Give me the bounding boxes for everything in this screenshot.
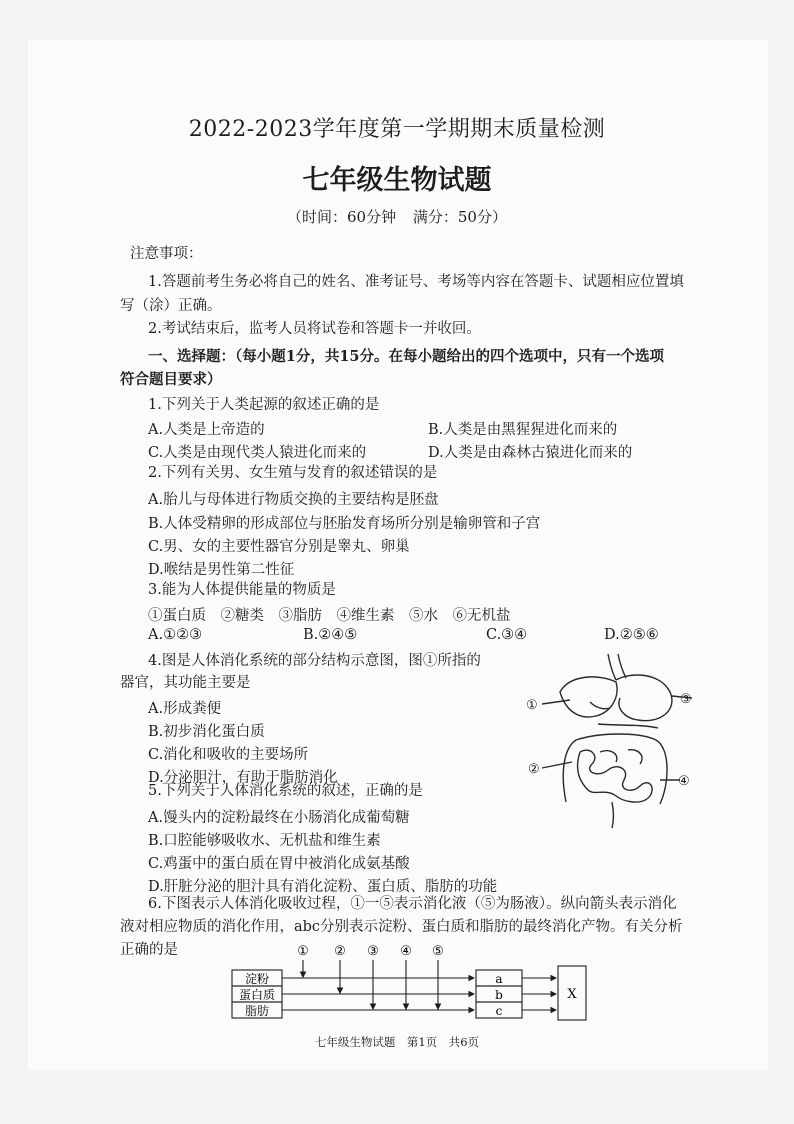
q5-stem: 5.下列关于人体消化系统的叙述，正确的是 xyxy=(148,783,423,799)
product-b: b xyxy=(495,988,503,1002)
q1-option-b: B.人类是由黑猩猩进化而来的 xyxy=(428,422,618,438)
exam-score: 满分：50分） xyxy=(412,208,507,226)
q3-option-b: B.②④⑤ xyxy=(303,627,358,643)
q1-stem: 1.下列关于人类起源的叙述正确的是 xyxy=(148,397,380,413)
q4-option-c: C.消化和吸收的主要场所 xyxy=(148,747,309,763)
q1-option-d: D.人类是由森林古猿进化而来的 xyxy=(428,445,633,461)
q2-stem: 2.下列有关男、女生殖与发育的叙述错误的是 xyxy=(148,465,438,481)
q1-option-c: C.人类是由现代类人猿进化而来的 xyxy=(148,445,367,461)
substance-fat: 脂肪 xyxy=(244,1004,270,1018)
exam-info xyxy=(0,206,794,227)
q3-stem: 3.能为人体提供能量的物质是 xyxy=(148,582,336,598)
fluid-label-2: ② xyxy=(334,944,346,959)
digestion-process-diagram xyxy=(228,940,588,1025)
figure-label-1: ① xyxy=(526,698,538,713)
small-intestine-shape xyxy=(578,750,653,802)
q2-option-b: B.人体受精卵的形成部位与胚胎发育场所分别是输卵管和子宫 xyxy=(148,516,541,532)
notes-heading: 注意事项： xyxy=(130,246,203,262)
q5-option-d: D.肝脏分泌的胆汁具有消化淀粉、蛋白质、脂肪的功能 xyxy=(148,879,498,895)
small-intestine-coils xyxy=(600,750,642,764)
esophagus-shape xyxy=(608,654,616,680)
liver-shape xyxy=(560,677,617,717)
product-c: c xyxy=(495,1004,503,1018)
q5-option-c: C.鸡蛋中的蛋白质在胃中被消化成氨基酸 xyxy=(148,856,410,872)
exam-title: 2022-2023学年度第一学期期末质量检测 xyxy=(188,117,606,142)
notes-item-2: 2.考试结束后，监考人员将试卷和答题卡一并收回。 xyxy=(148,321,481,337)
fluid-label-1: ① xyxy=(297,944,309,959)
esophagus-shape-2 xyxy=(618,654,626,678)
digestive-system-figure xyxy=(520,652,700,832)
gallbladder-shape xyxy=(590,702,610,709)
target-x: X xyxy=(567,987,577,1002)
page-footer: 七年级生物试题 第1页 共6页 xyxy=(314,1035,480,1049)
q6-stem: 6.下图表示人体消化吸收过程，①一⑤表示消化液（⑤为肠液）。纵向箭头表示消化 xyxy=(148,896,677,912)
product-a: a xyxy=(495,972,503,986)
fluid-label-5: ⑤ xyxy=(432,944,444,959)
q5-option-a: A.馒头内的淀粉最终在小肠消化成葡萄糖 xyxy=(148,810,410,826)
stomach-shape xyxy=(616,675,672,721)
rectum-shape xyxy=(612,802,614,828)
q6-stem-cont: 液对相应物质的消化作用，abc分别表示淀粉、蛋白质和脂肪的最终消化产物。有关分析 xyxy=(120,919,683,935)
q2-option-c: C.男、女的主要性器官分别是睾丸、卵巢 xyxy=(148,539,410,555)
subject-title: 七年级生物试题 xyxy=(302,165,492,196)
notes-item-1: 1.答题前考生务必将自己的姓名、准考证号、考场等内容在答题卡、试题相应位置填 xyxy=(148,274,684,290)
leader-line-2 xyxy=(542,762,572,768)
q4-stem-cont: 器官，其功能主要是 xyxy=(120,675,251,691)
q2-option-d: D.喉结是男性第二性征 xyxy=(148,562,295,578)
q4-option-b: B.初步消化蛋白质 xyxy=(148,724,265,740)
figure-label-2: ② xyxy=(528,762,540,777)
q5-option-b: B.口腔能够吸收水、无机盐和维生素 xyxy=(148,833,381,849)
exam-time: （时间：60分钟 xyxy=(287,208,397,226)
q2-option-a: A.胎儿与母体进行物质交换的主要结构是胚盘 xyxy=(148,492,439,508)
fluid-label-3: ③ xyxy=(367,944,379,959)
pancreas-shape xyxy=(598,724,658,728)
q3-option-c: C.③④ xyxy=(486,627,528,643)
fluid-label-4: ④ xyxy=(400,944,412,959)
q4-option-d: D.分泌胆汁，有助于脂肪消化 xyxy=(148,770,338,786)
q3-option-d: D.②⑤⑥ xyxy=(604,627,659,643)
substance-starch: 淀粉 xyxy=(244,972,270,986)
section-heading: 一、选择题：（每小题1分，共15分。在每小题给出的四个选项中，只有一个选项 xyxy=(148,348,665,365)
section-heading-cont: 符合题目要求） xyxy=(120,371,222,388)
notes-item-1-cont: 写（涂）正确。 xyxy=(120,298,222,314)
q3-items: ①蛋白质 ②糖类 ③脂肪 ④维生素 ⑤水 ⑥无机盐 xyxy=(148,608,511,624)
q1-option-a: A.人类是上帝造的 xyxy=(148,422,265,438)
q4-stem: 4.图是人体消化系统的部分结构示意图，图①所指的 xyxy=(148,653,481,669)
q4-option-a: A.形成粪便 xyxy=(148,701,222,717)
figure-label-3: ③ xyxy=(680,692,692,707)
substance-protein: 蛋白质 xyxy=(238,988,276,1002)
q3-option-a: A.①②③ xyxy=(148,627,203,643)
q6-stem-end: 正确的是 xyxy=(120,942,178,958)
figure-label-4: ④ xyxy=(678,774,690,789)
